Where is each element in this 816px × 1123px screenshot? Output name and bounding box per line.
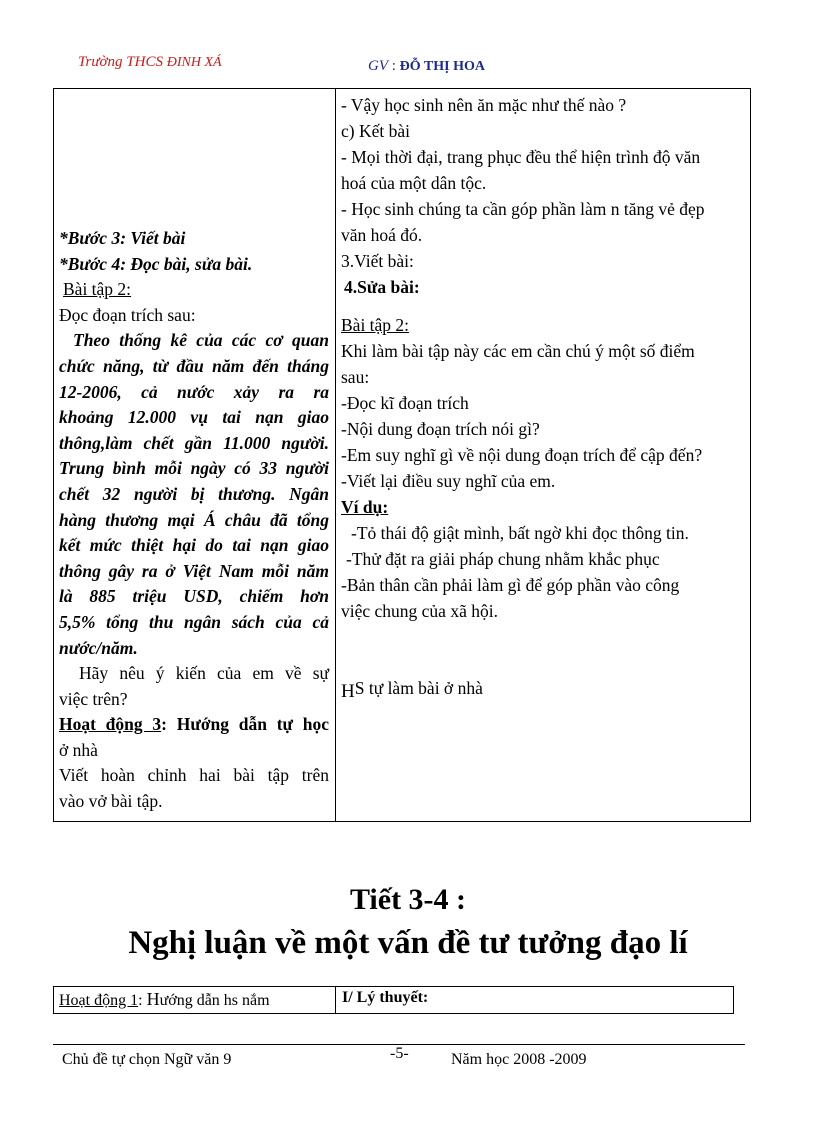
passage-line: thông,làm chết gần 11.000 người. bbox=[59, 432, 329, 453]
question-line: việc trên? bbox=[59, 688, 128, 709]
example-line: -Bản thân cần phải làm gì để góp phần vào công bbox=[341, 575, 680, 595]
passage-line: kết mức thiệt hại do tai nạn giao bbox=[59, 535, 329, 556]
lesson-title: Tiết 3-4 : bbox=[349, 883, 467, 916]
passage-line: chức năng, từ đầu năm đến tháng bbox=[59, 355, 329, 376]
school-prefix: Trường THCS bbox=[78, 54, 163, 70]
exercise-2-heading-left: Bài tập 2: bbox=[63, 279, 132, 300]
right-line: 3.Viết bài: bbox=[341, 251, 414, 271]
activity-3-line: ở nhà bbox=[59, 739, 98, 760]
fix-step: 4.Sửa bài: bbox=[344, 277, 420, 297]
footer-subject: Chủ đề tự chọn Ngữ văn 9 bbox=[62, 1051, 232, 1068]
passage-line: 12-2006, cả nước xảy ra ra bbox=[59, 381, 329, 402]
homework-line: Viết hoàn chỉnh hai bài tập trên bbox=[59, 765, 329, 786]
right-line: văn hoá đó. bbox=[341, 225, 423, 245]
passage-line: Theo thống kê của các cơ quan bbox=[73, 330, 329, 351]
page-number: -5- bbox=[390, 1045, 409, 1062]
right-line: - Học sinh chúng ta cần góp phần làm n tăng vẻ đẹp bbox=[341, 199, 705, 219]
school-name: ĐINH XÁ bbox=[166, 55, 222, 70]
right-line: - Mọi thời đại, trang phục đều thể hiện trình độ văn bbox=[341, 147, 701, 167]
teacher-sep: : bbox=[391, 58, 396, 74]
example-line: việc chung của xã hội. bbox=[341, 601, 498, 621]
passage-line: chết 32 người bị thương. Ngân bbox=[59, 483, 329, 504]
right-line: c) Kết bài bbox=[341, 121, 410, 141]
right-line: hoá của một dân tộc. bbox=[341, 173, 487, 193]
example-line: -Thử đặt ra giải pháp chung nhằm khắc phục bbox=[346, 549, 660, 569]
passage-line: 5,5% tổng thu ngân sách của cả bbox=[59, 611, 329, 632]
exercise-2-heading-right: Bài tập 2: bbox=[341, 315, 410, 335]
example-line: -Tỏ thái độ giật mình, bất ngờ khi đọc thông tin. bbox=[351, 523, 689, 543]
column-divider bbox=[335, 987, 336, 1013]
passage-line: là 885 triệu USD, chiếm hơn bbox=[59, 586, 329, 607]
teacher-name: ĐỖ THỊ HOA bbox=[399, 59, 485, 74]
question-line: Hãy nêu ý kiến của em về sự bbox=[79, 663, 329, 684]
right-column bbox=[341, 92, 746, 624]
passage-line: khoảng 12.000 vụ tai nạn giao bbox=[59, 407, 329, 428]
teacher-header bbox=[368, 58, 485, 75]
homework-line: vào vở bài tập. bbox=[59, 791, 163, 812]
step-4: *Bước 4: Đọc bài, sửa bài. bbox=[59, 253, 253, 274]
passage-line: Trung bình mỗi ngày có 33 người bbox=[59, 458, 329, 479]
example-heading: Ví dụ: bbox=[341, 497, 389, 517]
right-line: - Vậy học sinh nên ăn mặc như thế nào ? bbox=[341, 95, 627, 115]
right-line: -Nội dung đoạn trích nói gì? bbox=[341, 419, 540, 439]
left-column bbox=[59, 226, 329, 815]
activity-1-cell: Hoạt động 1: Hướng dẫn hs nắm bbox=[59, 989, 270, 1009]
school-header bbox=[78, 54, 222, 71]
passage-line: thông gây ra ở Việt Nam mỗi năm bbox=[59, 560, 329, 581]
right-line: sau: bbox=[341, 367, 370, 387]
read-intro: Đọc đoạn trích sau: bbox=[59, 304, 196, 325]
right-line: -Em suy nghĩ gì về nội dung đoạn trích để cập đến? bbox=[341, 445, 703, 465]
lesson-subtitle: Nghị luận về một vấn đề tư tưởng đạo lí bbox=[128, 925, 688, 961]
passage-line: nước/năm. bbox=[59, 637, 138, 658]
homework-note: HS tự làm bài ở nhà bbox=[341, 678, 483, 702]
passage-line: hàng thương mại Á châu đã tổng bbox=[59, 509, 329, 530]
column-divider bbox=[335, 89, 336, 821]
right-line: Khi làm bài tập này các em cần chú ý một số điểm bbox=[341, 341, 695, 361]
footer-school-year: Năm học 2008 -2009 bbox=[451, 1051, 587, 1068]
step-3: *Bước 3: Viết bài bbox=[59, 228, 186, 248]
right-line: -Viết lại điều suy nghĩ của em. bbox=[341, 471, 556, 491]
activity-3-line: Hoạt động 3: Hướng dẫn tự học bbox=[59, 714, 330, 735]
theory-cell: I/ Lý thuyết: bbox=[342, 989, 429, 1006]
right-line: -Đọc kĩ đoạn trích bbox=[341, 393, 469, 413]
spacer bbox=[341, 300, 746, 312]
teacher-label: GV bbox=[368, 58, 388, 74]
